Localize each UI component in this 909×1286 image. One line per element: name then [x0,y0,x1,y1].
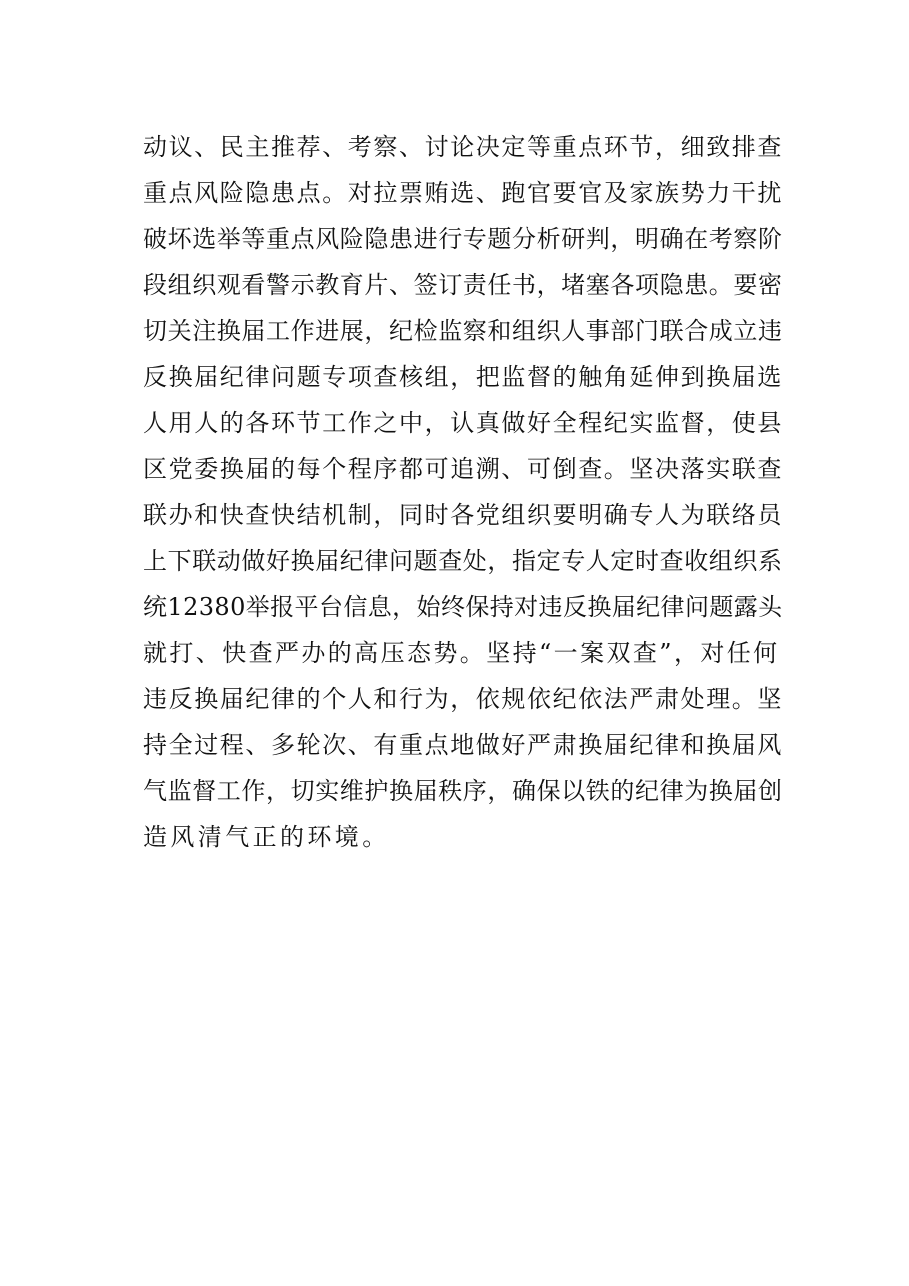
body-paragraph [143,124,783,860]
text-line: 重点风险隐患点。对拉票贿选、跑官要官及家族势力干扰 [143,179,783,207]
text-line: 切关注换届工作进展，纪检监察和组织人事部门联合成立违 [143,317,783,345]
text-line: 动议、民主推荐、考察、讨论决定等重点环节，细致排查 [143,133,783,161]
text-line: 反换届纪律问题专项查核组，把监督的触角延伸到换届选 [143,363,783,391]
text-line: 上下联动做好换届纪律问题查处，指定专人定时查收组织系 [143,547,783,575]
text-line: 联办和快查快结机制，同时各党组织要明确专人为联络员 [143,501,783,529]
text-line: 统12380举报平台信息，始终保持对违反换届纪律问题露头 [143,593,783,621]
text-line: 就打、快查严办的高压态势。坚持“一案双查”，对任何 [143,639,780,667]
text-line: 气监督工作，切实维护换届秩序，确保以铁的纪律为换届创 [143,777,783,805]
text-line: 段组织观看警示教育片、签订责任书，堵塞各项隐患。要密 [143,271,783,299]
text-line: 破坏选举等重点风险隐患进行专题分析研判，明确在考察阶 [143,225,783,253]
text-line: 造风清气正的环境。 [143,823,390,851]
text-line: 区党委换届的每个程序都可追溯、可倒查。坚决落实联查 [143,455,783,483]
text-line: 持全过程、多轮次、有重点地做好严肃换届纪律和换届风 [143,731,783,759]
text-line: 人用人的各环节工作之中，认真做好全程纪实监督，使县 [143,409,783,437]
text-line: 违反换届纪律的个人和行为，依规依纪依法严肃处理。坚 [143,685,783,713]
